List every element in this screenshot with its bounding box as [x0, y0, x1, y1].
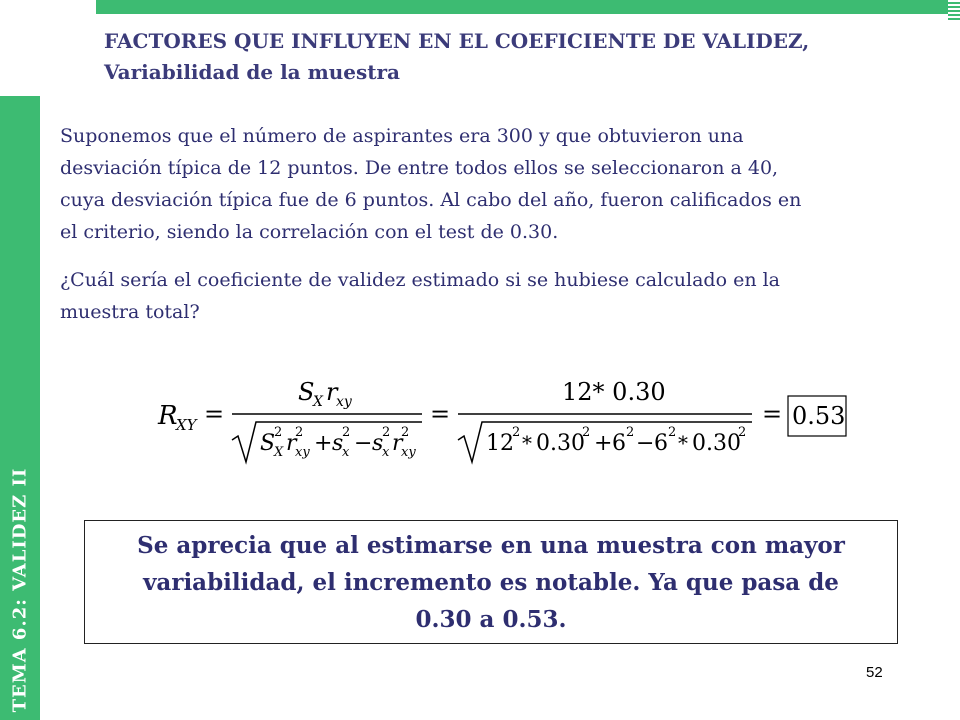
page-number: 52 [866, 664, 883, 681]
question-line-1: ¿Cuál sería el coeficiente de validez estimado si se hubiese calculado en la [60, 269, 780, 291]
den2-minus: − [636, 431, 655, 456]
den2-12: 12 [486, 431, 514, 456]
den1-s-superscript: 2 [274, 425, 283, 440]
problem-line-2: desviación típica de 12 puntos. De entre todos ellos se seleccionaron a 40, [60, 157, 779, 179]
conclusion-line-3: 0.30 a 0.53. [415, 605, 567, 633]
conclusion-line-2: variabilidad, el incremento es notable. Ya que pasa de [143, 568, 839, 596]
den2-030: 0.30 [536, 431, 585, 456]
den2-6-exp: 2 [626, 425, 635, 440]
den1-r2-superscript: 2 [401, 425, 410, 440]
den1-s3-superscript: 2 [382, 425, 391, 440]
den2-6b-exp: 2 [668, 425, 677, 440]
den2-plus: + [594, 431, 613, 456]
problem-line-3: cuya desviación típica fue de 6 puntos. Al cabo del año, fueron calificados en [60, 189, 802, 211]
den2-030b: 0.30 [692, 431, 741, 456]
slide-title [104, 26, 924, 88]
top-accent-bar [96, 0, 948, 14]
numerator-numeric: 12* 0.30 [562, 378, 666, 406]
den2-6b: 6 [654, 431, 668, 456]
den1-r: r [286, 431, 297, 456]
slide-title-line-1: FACTORES QUE INFLUYEN EN EL COEFICIENTE DE VALIDEZ, [104, 29, 810, 53]
conclusion-line-1: Se aprecia que al estimarse en una muestra con mayor [137, 531, 845, 559]
den1-r2: r [392, 431, 403, 456]
numerator-r: r [326, 378, 338, 406]
formula-equals-3: = [762, 400, 783, 428]
formula-result: 0.53 [792, 402, 846, 430]
den1-r-subscript: xy [295, 445, 310, 460]
den1-r2-subscript: xy [401, 445, 416, 460]
sidebar-topic-label: TEMA 6.2: VALIDEZ II [9, 467, 31, 713]
conclusion-box [84, 520, 898, 644]
den2-030b-exp: 2 [738, 425, 747, 440]
den1-s3-subscript: x [382, 445, 390, 460]
den2-times-2: * [678, 431, 688, 455]
question-text [60, 264, 960, 328]
den1-s2: s [332, 431, 344, 456]
problem-line-4: el criterio, siendo la correlación con el test de 0.30. [60, 221, 559, 243]
den2-030-exp: 2 [582, 425, 591, 440]
slide-title-line-2: Variabilidad de la muestra [104, 60, 401, 84]
den1-s3: s [372, 431, 384, 456]
formula-lhs: R [158, 401, 178, 431]
den1-s2-superscript: 2 [342, 425, 351, 440]
formula-equals-1: = [204, 400, 225, 428]
numerator-s-subscript: X [313, 394, 323, 410]
den2-times-1: * [522, 431, 532, 455]
question-line-2: muestra total? [60, 301, 200, 323]
den1-s2-subscript: x [342, 445, 350, 460]
den2-6: 6 [612, 431, 626, 456]
problem-line-1: Suponemos que el número de aspirantes era 300 y que obtuvieron una [60, 125, 744, 147]
numerator-r-subscript: xy [336, 394, 352, 410]
numerator-s: S [298, 378, 315, 406]
den1-r-superscript: 2 [295, 425, 304, 440]
den1-s-subscript: X [274, 445, 284, 460]
den2-12-exp: 2 [512, 425, 521, 440]
den1-plus: + [314, 431, 333, 456]
den1-minus: − [354, 431, 373, 456]
problem-statement [60, 120, 960, 248]
top-accent-pattern [948, 0, 960, 20]
formula-lhs-subscript: XY [176, 416, 197, 434]
formula-equals-2: = [430, 400, 451, 428]
den1-s: S [260, 431, 276, 456]
validity-formula [150, 372, 870, 472]
